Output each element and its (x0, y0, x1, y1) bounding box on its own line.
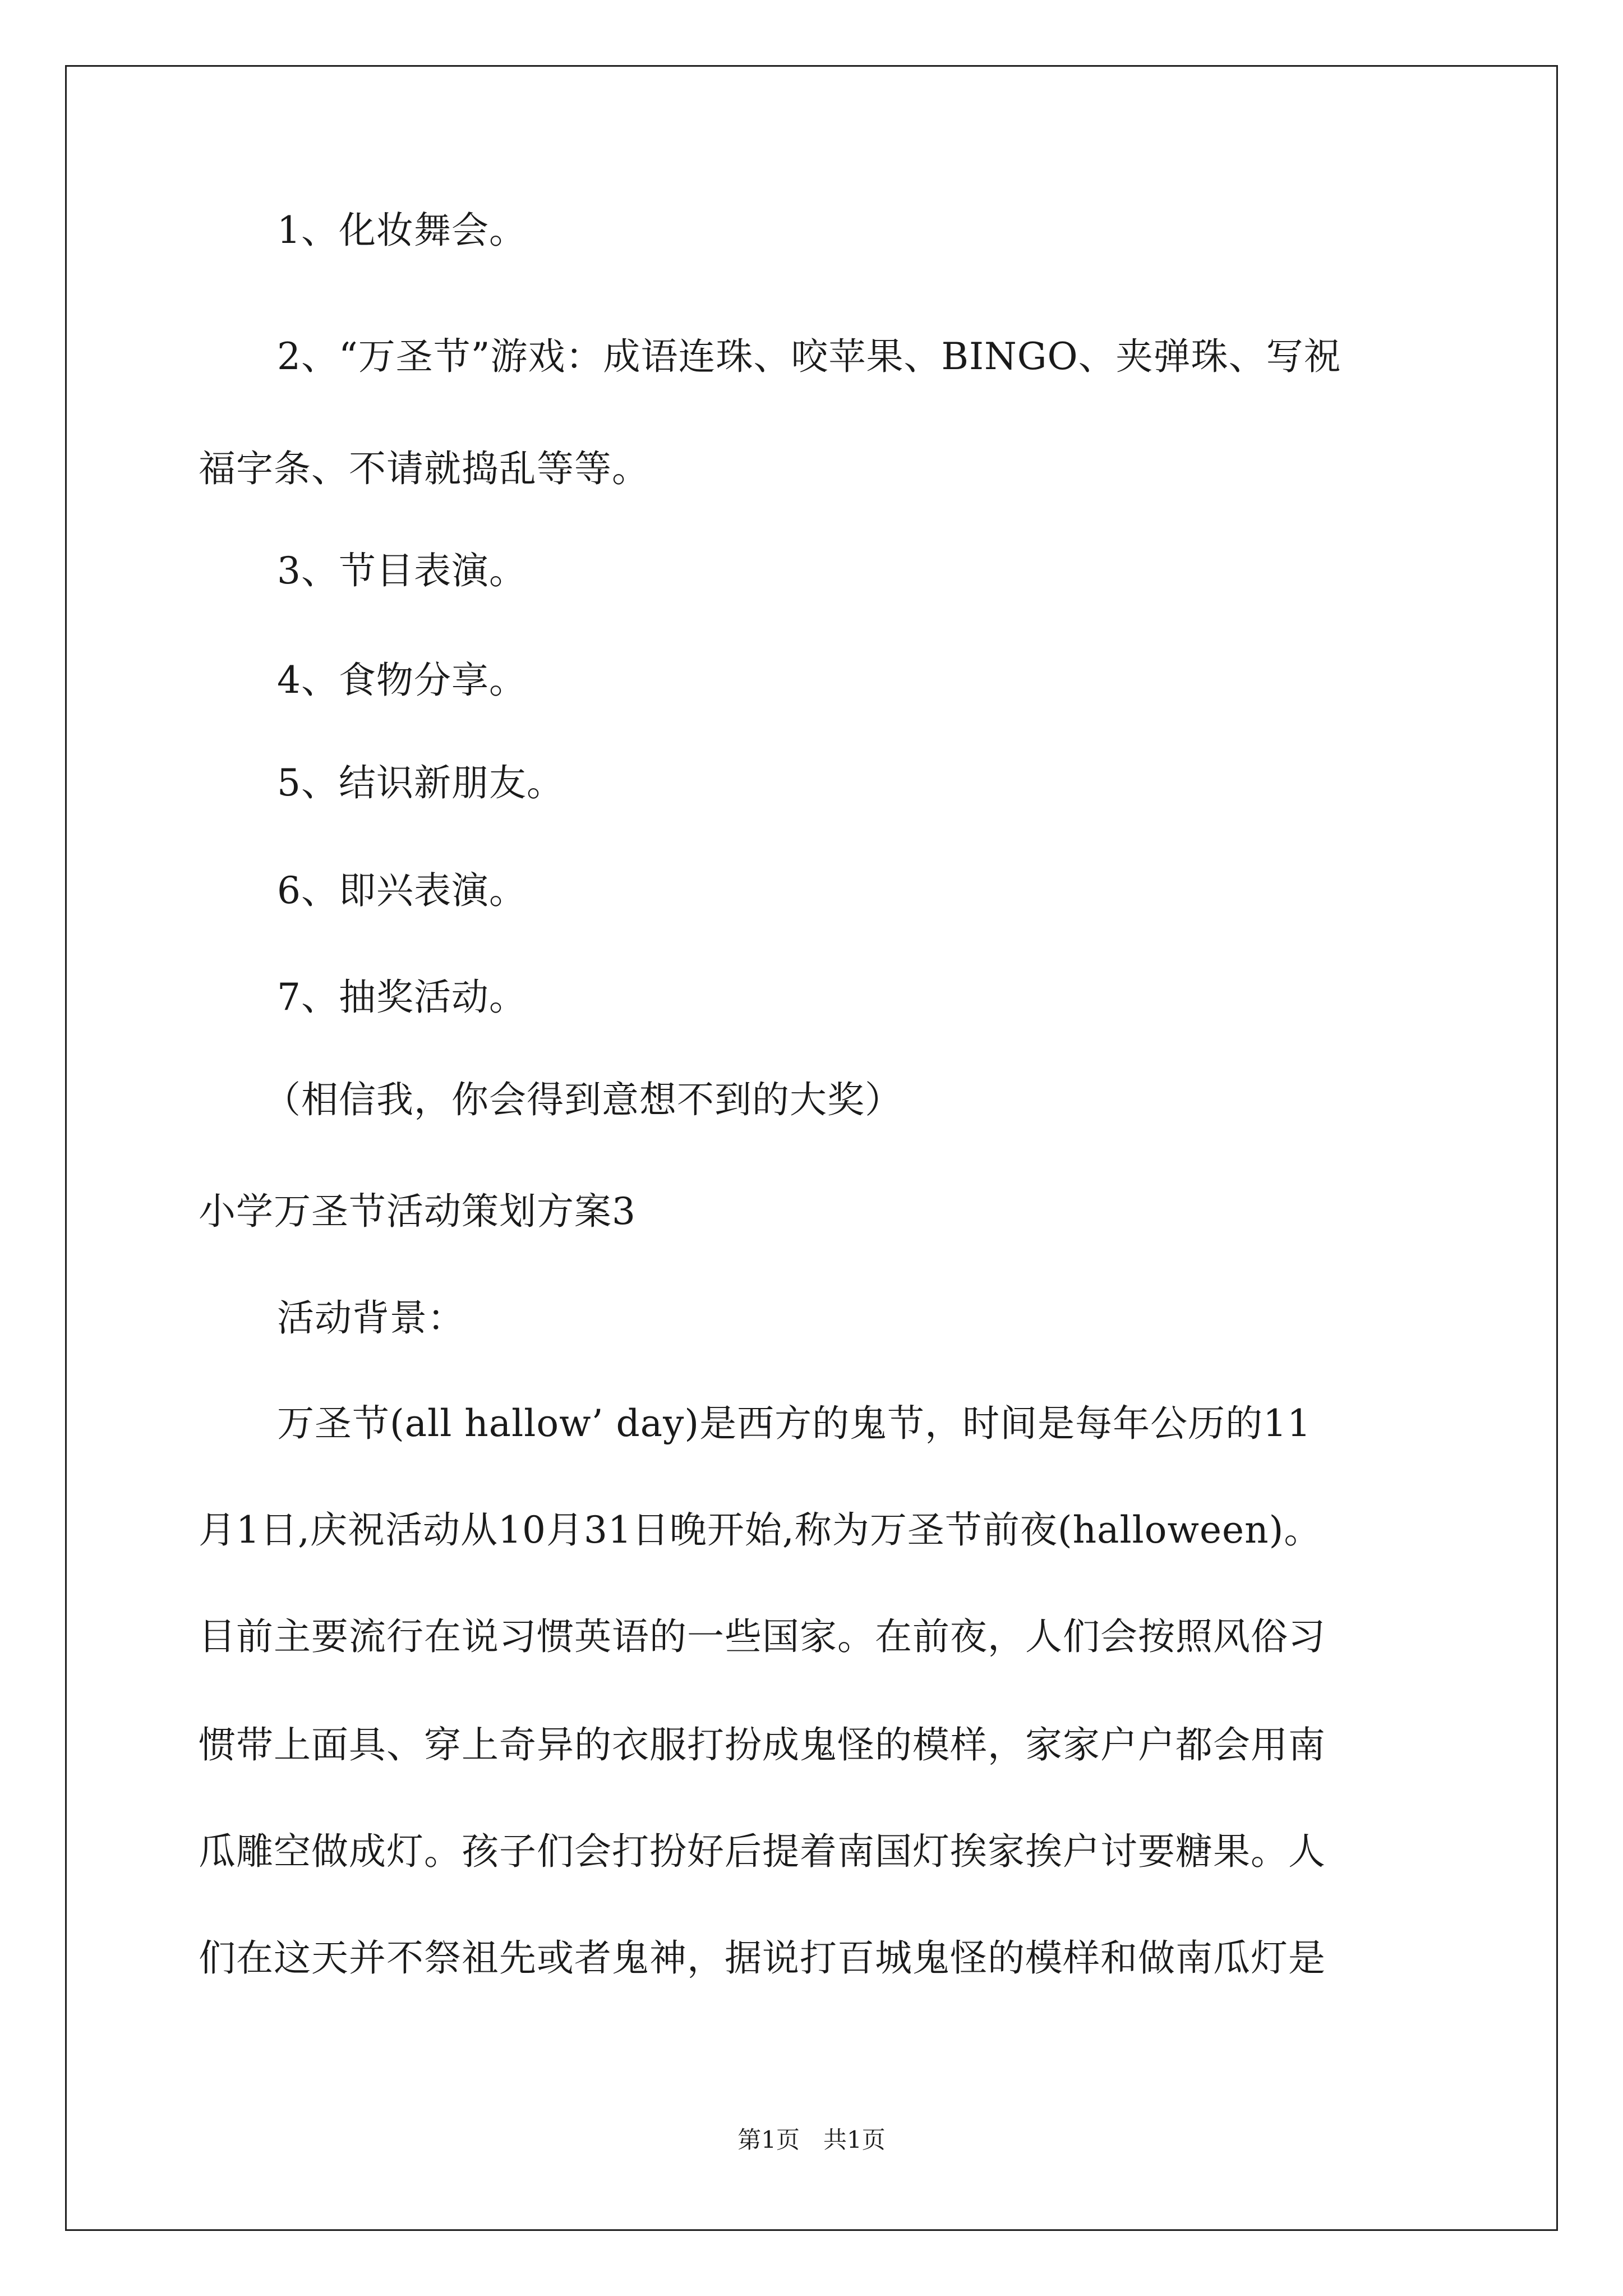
list-item-2-continuation: 福字条、不请就捣乱等等。 (199, 447, 649, 490)
prize-note: （相信我，你会得到意想不到的大奖） (264, 1078, 902, 1121)
list-item-7: 7、抽奖活动。 (277, 976, 527, 1019)
paragraph-line-5: 瓜雕空做成灯。孩子们会打扮好后提着南国灯挨家挨户讨要糖果。人 (199, 1830, 1326, 1873)
paragraph-line-4: 惯带上面具、穿上奇异的衣服打扮成鬼怪的模样，家家户户都会用南 (199, 1723, 1326, 1766)
list-item-4: 4、食物分享。 (277, 659, 527, 702)
list-item-6: 6、即兴表演。 (277, 869, 527, 912)
page-footer: 第1页 共1页 (737, 2126, 886, 2154)
list-item-2: 2、“万圣节”游戏：成语连珠、咬苹果、BINGO、夹弹珠、写祝 (277, 335, 1341, 378)
paragraph-line-2: 月1日,庆祝活动从10月31日晚开始,称为万圣节前夜(halloween)。 (199, 1508, 1322, 1552)
page-border (65, 65, 1558, 2231)
paragraph-line-6: 们在这天并不祭祖先或者鬼神，据说打百城鬼怪的模样和做南瓜灯是 (199, 1936, 1326, 1980)
list-item-1: 1、化妆舞会。 (277, 209, 527, 252)
subheading-background: 活动背景： (277, 1296, 465, 1340)
paragraph-line-3: 目前主要流行在说习惯英语的一些国家。在前夜，人们会按照风俗习 (199, 1615, 1326, 1658)
section-heading: 小学万圣节活动策划方案3 (199, 1190, 636, 1233)
paragraph-line-1: 万圣节(all hallow’ day)是西方的鬼节，时间是每年公历的11 (277, 1402, 1312, 1445)
list-item-3: 3、节目表演。 (277, 549, 527, 592)
list-item-5: 5、结识新朋友。 (277, 761, 564, 804)
